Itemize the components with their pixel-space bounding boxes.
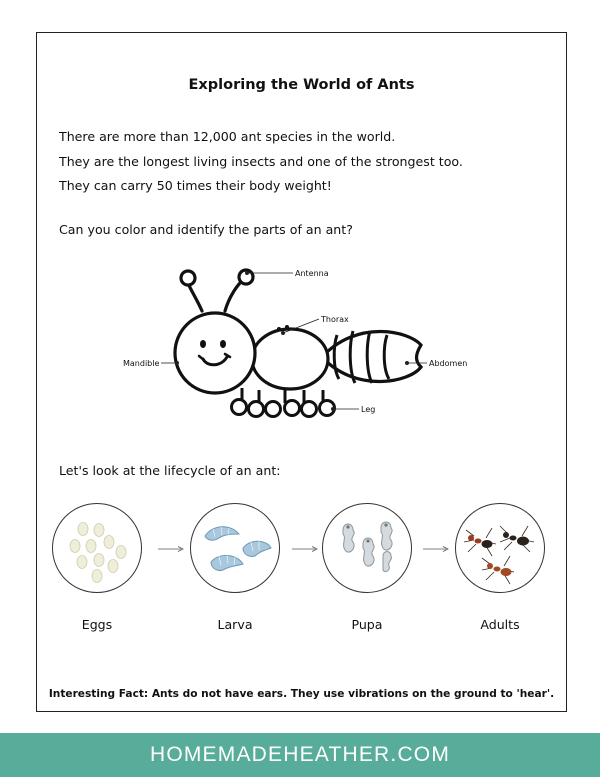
label-thorax: Thorax	[321, 315, 349, 324]
worksheet	[36, 32, 567, 712]
lifecycle-stages	[37, 503, 566, 643]
coloring-question: Can you color and identify the parts of an ant?	[59, 222, 353, 237]
label-antenna: Antenna	[295, 269, 329, 278]
foot	[302, 402, 317, 417]
ant-part	[501, 568, 512, 576]
egg	[108, 560, 118, 573]
eggs-icon	[52, 503, 142, 593]
page-title: Exploring the World of Ants	[188, 77, 415, 93]
ant-part	[468, 535, 474, 541]
arrow-right-icon	[291, 545, 319, 553]
leader-dot	[175, 361, 178, 364]
foot	[266, 402, 281, 417]
leader-dot	[245, 271, 248, 274]
leader-dot	[405, 361, 408, 364]
leader-dot	[281, 331, 284, 334]
larva-icon	[190, 503, 280, 593]
label-mandible: Mandible	[123, 359, 160, 368]
ant-part	[482, 540, 493, 548]
egg	[77, 556, 87, 569]
stage-adults	[455, 503, 545, 632]
intro-line: There are more than 12,000 ant species in the world.	[59, 129, 396, 144]
thorax-dot	[285, 325, 289, 329]
ant-part	[503, 532, 509, 538]
intro-line: They are the longest living insects and one of the strongest too.	[59, 153, 463, 169]
interesting-fact: Interesting Fact: Ants do not have ears. They use vibrations on the ground to 'hear'.	[48, 688, 555, 700]
stage-label: Larva	[217, 617, 253, 632]
egg	[94, 524, 104, 537]
antenna-tip-left	[181, 271, 195, 285]
adult-ants-icon	[455, 503, 545, 593]
ant-legs	[500, 526, 534, 552]
arrow-right-icon	[422, 545, 450, 553]
ant-head	[175, 313, 255, 393]
ant-part	[517, 537, 529, 546]
larva	[243, 541, 271, 556]
stage-larva	[190, 503, 280, 632]
egg	[70, 540, 80, 553]
foot	[249, 402, 264, 417]
ant-eye	[200, 340, 206, 348]
foot	[232, 400, 247, 415]
ant-part	[475, 539, 482, 544]
label-abdomen: Abdomen	[429, 359, 468, 368]
stage-label: Pupa	[351, 617, 383, 632]
egg	[86, 540, 96, 553]
thorax-dot	[277, 327, 281, 331]
ant-eye	[220, 340, 226, 348]
stage-pupa	[322, 503, 412, 632]
foot	[285, 401, 300, 416]
egg	[116, 546, 126, 559]
site-footer-banner: HOMEMADEHEATHER.COM	[0, 733, 600, 777]
adult-ants-illustration	[456, 504, 545, 593]
larva-illustration	[191, 504, 280, 593]
ant-thorax	[252, 329, 328, 389]
egg	[94, 554, 104, 567]
pupa-icon	[322, 503, 412, 593]
label-leg: Leg	[361, 405, 376, 414]
intro-line: They can carry 50 times their body weight!	[59, 178, 332, 193]
eggs-illustration	[53, 504, 142, 593]
ant-part	[494, 567, 501, 572]
lifecycle-heading: Let's look at the lifecycle of an ant:	[59, 463, 281, 478]
ant-part	[510, 536, 517, 541]
stage-eggs	[52, 503, 142, 632]
leader-dot	[331, 407, 334, 410]
arrow-right-icon	[157, 545, 185, 553]
ant-part	[487, 563, 493, 569]
stage-label: Eggs	[81, 617, 113, 632]
egg	[78, 523, 88, 536]
pupa-illustration	[323, 504, 412, 593]
ant-diagram	[37, 33, 568, 453]
stage-label: Adults	[480, 617, 520, 632]
egg	[104, 536, 114, 549]
pupa	[383, 552, 391, 572]
egg	[92, 570, 102, 583]
